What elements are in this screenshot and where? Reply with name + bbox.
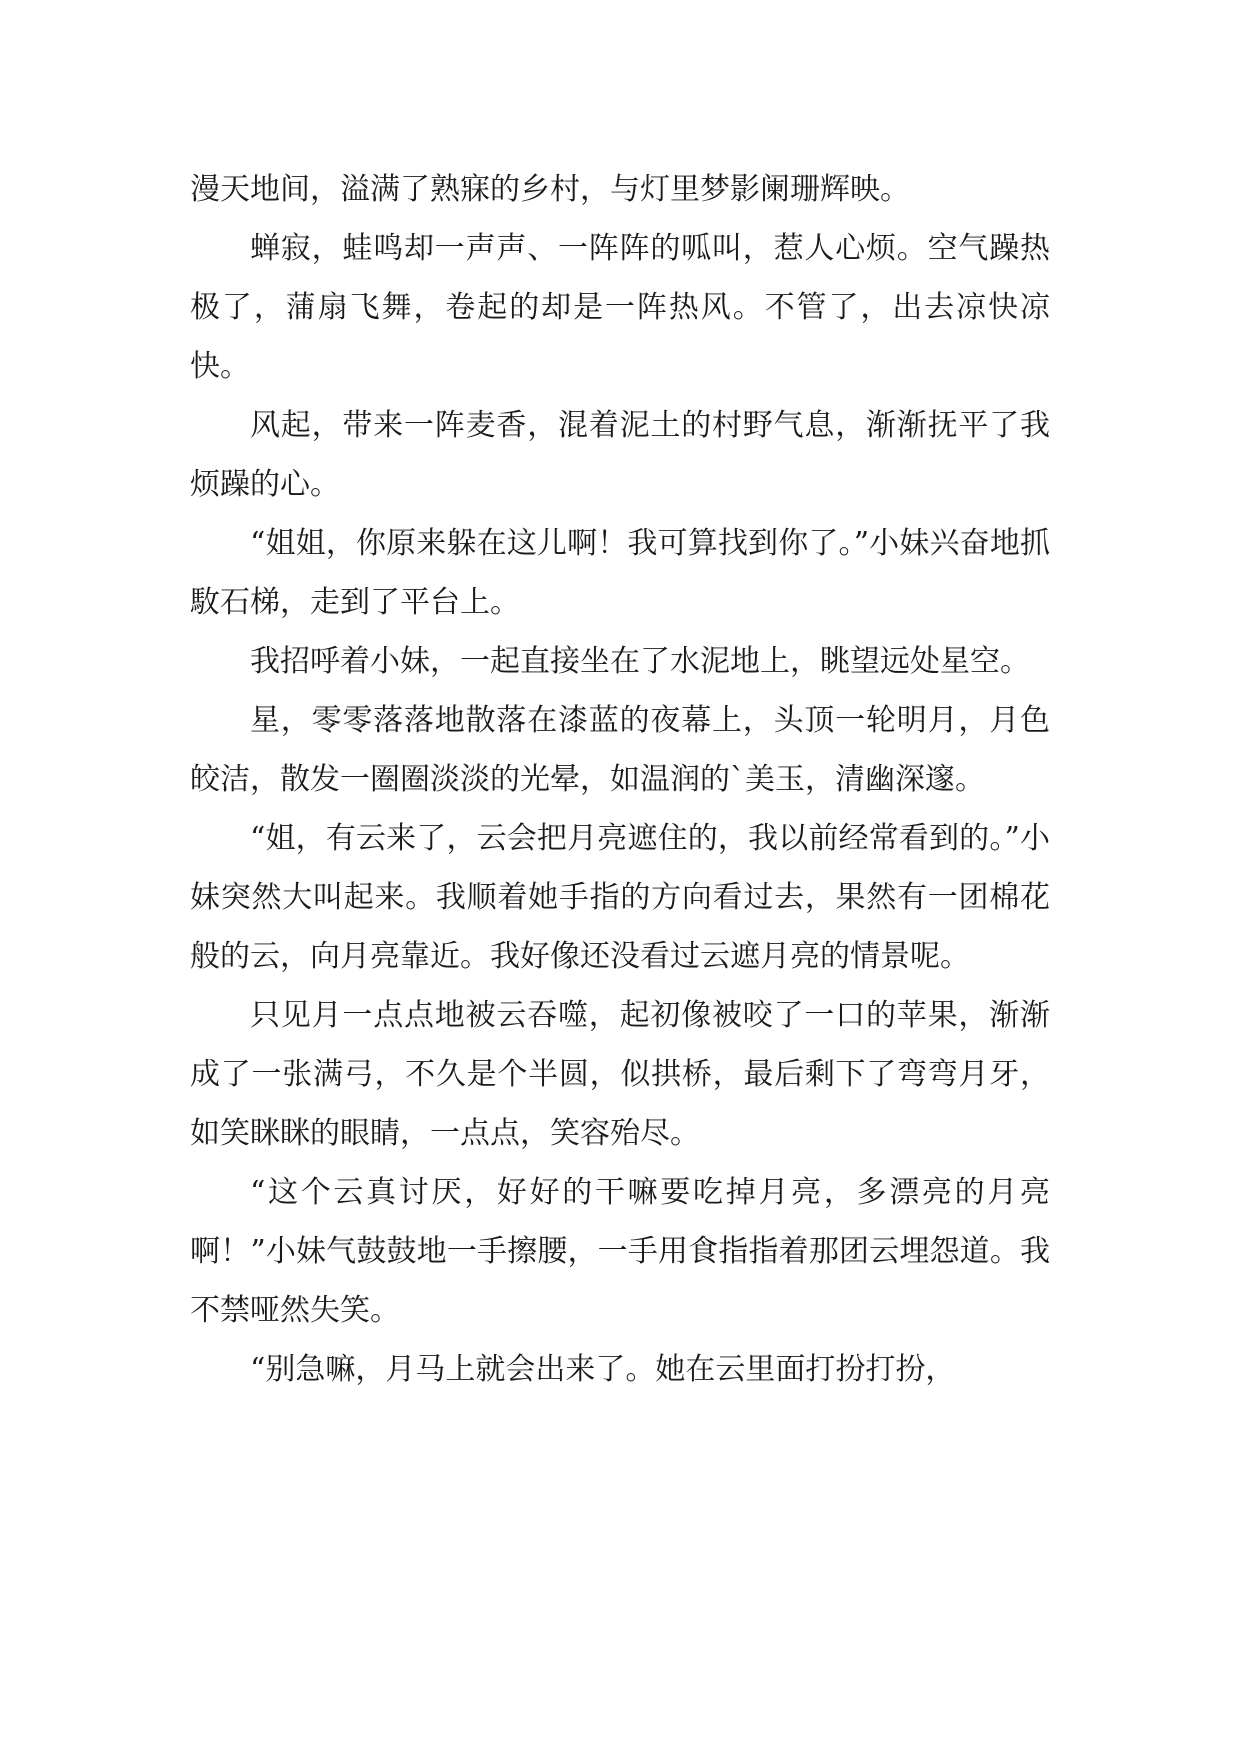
paragraph: 我招呼着小妹，一起直接坐在了水泥地上，眺望远处星空。 (250, 644, 1030, 679)
paragraph: 只见月一点点地被云吞噬，起初像被咬了一口的苹果，渐渐成了一张满弓，不久是个半圆，似拱桥，最后剩下了弯弯月牙，如笑眯眯的眼睛，一点点，笑容殆尽。 (190, 998, 1050, 1151)
body-text (190, 160, 1050, 1399)
paragraph: 风起，带来一阵麦香，混着泥土的村野气息，渐渐抚平了我烦躁的心。 (190, 408, 1050, 502)
paragraph: 蝉寂，蛙鸣却一声声、一阵阵的呱叫，惹人心烦。空气躁热极了，蒲扇飞舞，卷起的却是一阵热风。不管了，出去凉快凉快。 (190, 231, 1050, 384)
paragraph: 星，零零落落地散落在漆蓝的夜幕上，头顶一轮明月，月色皎洁，散发一圈圈淡淡的光晕，如温润的`美玉，清幽深邃。 (190, 703, 1050, 797)
paragraph: “姐，有云来了，云会把月亮遮住的，我以前经常看到的。”小妹突然大叫起来。我顺着她手指的方向看过去，果然有一团棉花般的云，向月亮靠近。我好像还没看过云遮月亮的情景呢。 (190, 821, 1050, 974)
paragraph: 漫天地间，溢满了熟寐的乡村，与灯里梦影阑珊辉映。 (190, 172, 910, 207)
paragraph: “姐姐，你原来躲在这儿啊！我可算找到你了。”小妹兴奋地抓駇石梯，走到了平台上。 (190, 526, 1050, 620)
paragraph: “别急嘛，月马上就会出来了。她在云里面打扮打扮， (250, 1352, 956, 1387)
paragraph: “这个云真讨厌，好好的干嘛要吃掉月亮，多漂亮的月亮啊！”小妹气鼓鼓地一手擦腰，一手用食指指着那团云埋怨道。我不禁哑然失笑。 (190, 1175, 1050, 1328)
